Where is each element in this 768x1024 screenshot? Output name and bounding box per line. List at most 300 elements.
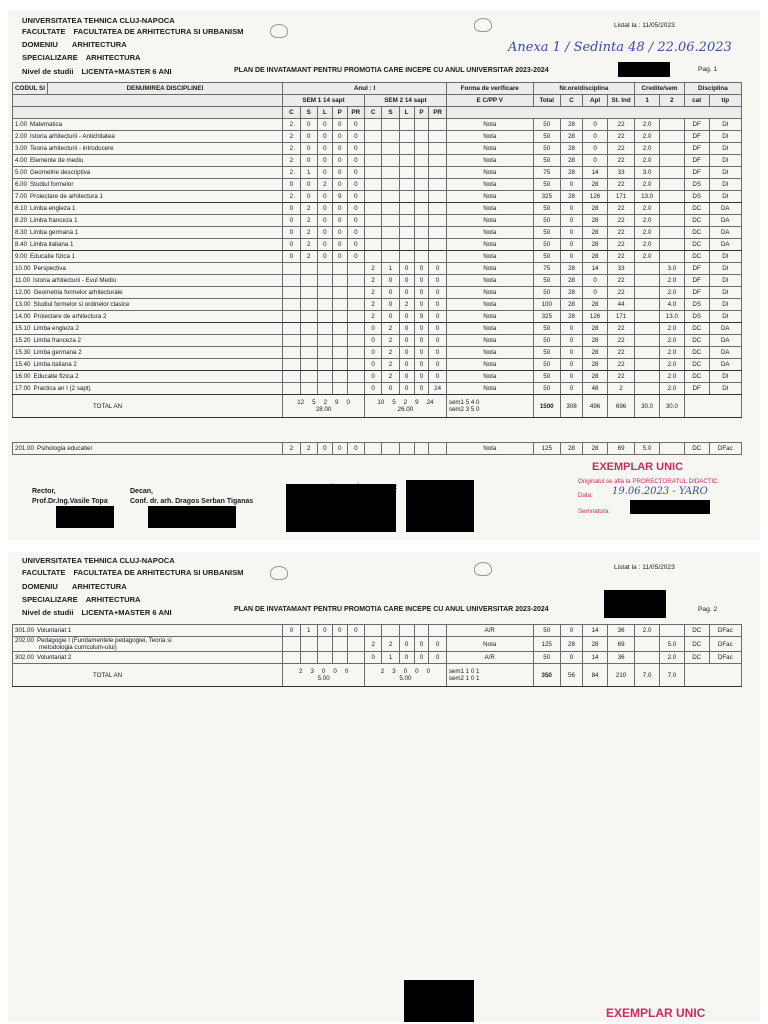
table-row — [13, 191, 742, 203]
discipline-category: DC — [684, 335, 709, 347]
discipline-type: DI — [709, 179, 741, 191]
sem1-value — [283, 652, 300, 664]
sem1-value — [300, 652, 317, 664]
row-code: 8.30 — [15, 229, 28, 236]
sem2-value: 0 — [399, 275, 414, 287]
discipline-category: DS — [684, 311, 709, 323]
hours-value: 28 — [560, 155, 582, 167]
sem1-value — [283, 383, 300, 395]
row-code-and-name — [13, 383, 283, 395]
discipline-category: DF — [684, 119, 709, 131]
sem2-value — [382, 215, 399, 227]
discipline-category: DF — [684, 143, 709, 155]
credits-sem2 — [660, 203, 685, 215]
sem1-value: 0 — [317, 203, 332, 215]
punch-hole-icon — [270, 24, 288, 38]
sem2-value — [414, 167, 429, 179]
row-name: Teoria arhitecturii - introducere — [30, 145, 114, 152]
sem2-value — [364, 167, 381, 179]
sem2-value: 0 — [399, 323, 414, 335]
sem1-value — [300, 299, 317, 311]
total-value: 3 — [310, 668, 314, 675]
hours-value: 0 — [560, 383, 582, 395]
discipline-type: DI — [709, 311, 741, 323]
sem1-value — [347, 383, 364, 395]
sem1-value — [317, 287, 332, 299]
hours-value: 22 — [607, 227, 634, 239]
sem1-value — [347, 323, 364, 335]
table-row — [13, 275, 742, 287]
table-row — [13, 625, 742, 637]
redaction-block — [630, 500, 710, 514]
total-value: 9 — [415, 399, 419, 406]
discipline-type: DI — [709, 251, 741, 263]
spacer — [13, 418, 742, 443]
sem2-value — [429, 239, 446, 251]
sem2-value — [364, 443, 381, 455]
sem1-value — [347, 275, 364, 287]
verification-form: Nota — [446, 443, 533, 455]
hours-value: 28 — [583, 323, 608, 335]
sem1-value — [347, 335, 364, 347]
sem2-value: 0 — [414, 359, 429, 371]
header-hours-col: Apl — [583, 95, 608, 107]
verification-form: A/R — [446, 652, 533, 664]
row-code-and-name — [13, 167, 283, 179]
total-credits-sem1: 30.0 — [635, 395, 660, 418]
sem2-value: 9 — [414, 311, 429, 323]
sem1-value: 0 — [332, 143, 347, 155]
sem1-value — [283, 275, 300, 287]
sem1-value: 0 — [332, 251, 347, 263]
credits-sem1 — [635, 383, 660, 395]
header-credits-col: 2 — [660, 95, 685, 107]
sem1-value: 0 — [347, 155, 364, 167]
total-value: 0 — [426, 668, 431, 675]
sem1-value: 2 — [283, 131, 300, 143]
row-code: 15.20 — [15, 337, 31, 344]
total-row — [13, 664, 742, 687]
header-sem-col: S — [382, 107, 399, 119]
spacer-row — [13, 418, 742, 443]
sem1-value — [283, 347, 300, 359]
sem1-value: 0 — [317, 239, 332, 251]
table-row — [13, 323, 742, 335]
row-code: 6.00 — [15, 181, 28, 188]
row-code-and-name — [13, 652, 283, 664]
total-hours-value: 308 — [560, 395, 582, 418]
discipline-type: DI — [709, 131, 741, 143]
header-verification-cols: E C/PP V — [446, 95, 533, 107]
sem1-value: 0 — [347, 203, 364, 215]
total-hours: 28.00 — [315, 406, 332, 413]
credits-sem2: 2.0 — [660, 275, 685, 287]
total-sem2-values — [367, 399, 444, 406]
sem1-value: 0 — [347, 167, 364, 179]
hours-value: 28 — [560, 119, 582, 131]
total-hours-value: 56 — [560, 664, 582, 687]
sem2-value — [382, 203, 399, 215]
sem1-value — [300, 287, 317, 299]
sem1-value — [300, 347, 317, 359]
sem1-value: 0 — [332, 239, 347, 251]
hours-value: 28 — [560, 191, 582, 203]
sem1-value: 2 — [300, 203, 317, 215]
sem2-value: 2 — [364, 287, 381, 299]
table-cell — [684, 395, 741, 418]
page-number: Pag. 1 — [698, 66, 718, 73]
hours-value: 0 — [560, 652, 582, 664]
sem1-value: 0 — [300, 143, 317, 155]
credits-sem1 — [635, 311, 660, 323]
discipline-type: DA — [709, 323, 741, 335]
sem2-value: 2 — [364, 299, 381, 311]
total-sem1-values — [285, 399, 362, 406]
sem1-value — [300, 359, 317, 371]
sem1-value — [332, 359, 347, 371]
hours-value: 22 — [607, 143, 634, 155]
verification-form: Nota — [446, 167, 533, 179]
sem2-value — [414, 119, 429, 131]
hours-value: 0 — [560, 179, 582, 191]
credits-sem2 — [660, 443, 685, 455]
hours-value: 22 — [607, 251, 634, 263]
sem1-value — [300, 383, 317, 395]
credits-sem1 — [635, 263, 660, 275]
sem1-value: 0 — [283, 239, 300, 251]
total-exam-counts — [446, 664, 533, 687]
discipline-type: DA — [709, 215, 741, 227]
hours-value: 22 — [607, 119, 634, 131]
sem2-value: 0 — [382, 383, 399, 395]
hours-value: 50 — [533, 131, 560, 143]
hours-value: 50 — [533, 323, 560, 335]
total-value: 10 — [377, 399, 385, 406]
hours-value: 2 — [607, 383, 634, 395]
sem2-value — [414, 143, 429, 155]
row-name: Studiul formelor — [30, 181, 74, 188]
sem2-value: 0 — [414, 347, 429, 359]
credits-sem2 — [660, 131, 685, 143]
discipline-category: DF — [684, 167, 709, 179]
hours-value: 50 — [533, 119, 560, 131]
sem1-value: 0 — [347, 143, 364, 155]
stamp-date-label: Data: — [578, 492, 593, 499]
credits-sem1: 2.0 — [635, 131, 660, 143]
total-sem1 — [283, 395, 365, 418]
sem2-value — [399, 203, 414, 215]
hours-value: 28 — [583, 251, 608, 263]
row-name: Limba italiana 1 — [30, 241, 74, 248]
header-discipline-col: tip — [709, 95, 741, 107]
table-row — [13, 299, 742, 311]
hours-value: 28 — [560, 131, 582, 143]
row-code-and-name — [13, 251, 283, 263]
sem2-value — [429, 191, 446, 203]
hours-value: 69 — [607, 443, 634, 455]
sem1-value: 0 — [347, 625, 364, 637]
sem2-value: 2 — [382, 347, 399, 359]
sem1-value — [317, 263, 332, 275]
hours-value: 28 — [583, 637, 608, 652]
sem2-value: 0 — [399, 287, 414, 299]
sem1-value: 0 — [317, 227, 332, 239]
sem1-value: 0 — [317, 625, 332, 637]
sem1-value: 0 — [300, 119, 317, 131]
total-exam-counts — [446, 395, 533, 418]
credits-sem2 — [660, 191, 685, 203]
row-code-and-name — [13, 263, 283, 275]
header-sem-col: C — [283, 107, 300, 119]
sem2-value — [365, 625, 382, 637]
hours-value: 50 — [533, 251, 560, 263]
row-name: Proiectare de arhitectura 2 — [33, 313, 107, 320]
sem2-value — [364, 227, 381, 239]
row-code-and-name — [13, 143, 283, 155]
sem1-value — [332, 347, 347, 359]
header-hours-col: C — [560, 95, 582, 107]
sem1-value — [317, 275, 332, 287]
total-label: TOTAL AN — [13, 664, 283, 687]
row-code-and-name — [13, 155, 283, 167]
header-credits: Credite/sem — [635, 83, 685, 95]
total-label: TOTAL AN — [13, 395, 283, 418]
document-page-1 — [8, 10, 760, 540]
table-row — [13, 383, 742, 395]
sem1-value — [332, 383, 347, 395]
row-code-and-name — [13, 275, 283, 287]
hours-value: 28 — [560, 167, 582, 179]
sem2-value: 0 — [399, 335, 414, 347]
discipline-type: DI — [709, 119, 741, 131]
credits-sem1: 2.0 — [635, 155, 660, 167]
total-hours-value: 84 — [583, 664, 608, 687]
hours-value: 50 — [533, 371, 560, 383]
hours-value: 28 — [583, 347, 608, 359]
hours-value: 0 — [560, 347, 582, 359]
hours-value: 14 — [583, 263, 608, 275]
hours-value: 28 — [583, 371, 608, 383]
sem2-value: 0 — [364, 359, 381, 371]
sem1-value — [317, 652, 332, 664]
discipline-type: DI — [709, 143, 741, 155]
hours-value: 28 — [560, 637, 582, 652]
discipline-category: DC — [684, 323, 709, 335]
hours-value: 50 — [533, 625, 560, 637]
credits-sem2 — [660, 119, 685, 131]
verification-form: Nota — [446, 227, 533, 239]
hours-value: 28 — [560, 443, 582, 455]
table-cell — [684, 664, 741, 687]
row-code-and-name — [13, 227, 283, 239]
total-value: 0 — [415, 668, 419, 675]
total-value: 12 — [297, 399, 305, 406]
total-hours: 5.00 — [399, 675, 412, 682]
sem2-value: 0 — [429, 652, 446, 664]
table-row — [13, 652, 742, 664]
hours-value: 44 — [607, 299, 634, 311]
total-sem2 — [364, 395, 446, 418]
row-name: Studiul formelor si ordinelor clasice — [33, 301, 130, 308]
discipline-category: DC — [684, 359, 709, 371]
row-code-and-name — [13, 119, 283, 131]
sem2-value — [382, 251, 399, 263]
sem1-value — [332, 637, 347, 652]
university-name: UNIVERSITATEA TEHNICA CLUJ-NAPOCA — [22, 16, 175, 25]
total-value: 0 — [403, 668, 408, 675]
discipline-type: DA — [709, 347, 741, 359]
hours-value: 22 — [607, 323, 634, 335]
discipline-type: DFac — [709, 443, 741, 455]
total-hours-value: 350 — [533, 664, 560, 687]
sem1-value: 0 — [332, 203, 347, 215]
table-row — [13, 443, 742, 455]
table-row — [13, 179, 742, 191]
sem2-value — [382, 239, 399, 251]
sem1-value — [300, 335, 317, 347]
hours-value: 28 — [560, 143, 582, 155]
credits-sem2: 13.0 — [660, 311, 685, 323]
sem2-value — [364, 179, 381, 191]
sem2-value: 0 — [414, 299, 429, 311]
hours-value: 50 — [533, 383, 560, 395]
total-sem2 — [365, 664, 447, 687]
sem2-value — [382, 443, 399, 455]
plan-title: PLAN DE INVATAMANT PENTRU PROMOTIA CARE INCEPE CU ANUL UNIVERSITAR 2023-2024 — [234, 606, 549, 613]
hours-value: 75 — [533, 263, 560, 275]
row-code: 8.10 — [15, 205, 28, 212]
discipline-type: DA — [709, 359, 741, 371]
hours-value: 50 — [533, 652, 560, 664]
row-code-and-name — [13, 287, 283, 299]
discipline-type: DI — [709, 263, 741, 275]
row-code: 1.00 — [15, 121, 28, 128]
hours-value: 28 — [583, 443, 608, 455]
hours-value: 33 — [607, 263, 634, 275]
sem1-value — [283, 299, 300, 311]
sem1-value — [283, 287, 300, 299]
redaction-block — [604, 590, 666, 618]
hours-value: 50 — [533, 359, 560, 371]
hours-value: 28 — [583, 335, 608, 347]
sem2-value — [414, 251, 429, 263]
verification-form: Nota — [446, 215, 533, 227]
row-code-and-name — [13, 443, 283, 455]
sem2-value — [429, 251, 446, 263]
hours-value: 171 — [607, 191, 634, 203]
sem1-value — [283, 311, 300, 323]
sem2-value: 0 — [399, 263, 414, 275]
credits-sem1: 2.0 — [635, 119, 660, 131]
sem1-value — [347, 347, 364, 359]
hours-value: 22 — [607, 215, 634, 227]
credits-sem1: 2.0 — [635, 239, 660, 251]
total-credits-sem2: 30.0 — [660, 395, 685, 418]
sem1-value: 0 — [332, 179, 347, 191]
listed-date: Listat la : 11/05/2023 — [614, 22, 675, 29]
hours-value: 22 — [607, 287, 634, 299]
total-sem1 — [283, 664, 365, 687]
header-spacer — [446, 107, 741, 119]
table-row — [13, 143, 742, 155]
sem2-value — [399, 179, 414, 191]
credits-sem1: 2.0 — [635, 203, 660, 215]
sem1-value — [317, 335, 332, 347]
sem2-value: 0 — [429, 347, 446, 359]
discipline-category: DF — [684, 263, 709, 275]
verification-form: Nota — [446, 637, 533, 652]
header-sem-col: PR — [347, 107, 364, 119]
discipline-category: DC — [684, 347, 709, 359]
row-code: 17.00 — [15, 385, 31, 392]
domain-row: DOMENIU ARHITECTURA — [22, 582, 127, 591]
sem1-value: 1 — [300, 167, 317, 179]
sem1-value: 2 — [283, 155, 300, 167]
credits-sem1 — [635, 359, 660, 371]
hours-value: 50 — [533, 143, 560, 155]
verification-form: Nota — [446, 359, 533, 371]
total-hours: 26.00 — [397, 406, 414, 413]
hours-value: 50 — [533, 179, 560, 191]
hours-value: 22 — [607, 179, 634, 191]
sem2-value: 0 — [382, 287, 399, 299]
table-row — [13, 371, 742, 383]
verification-form: Nota — [446, 203, 533, 215]
sem1-value — [283, 263, 300, 275]
total-sem2-exams: sem2 1 0 1 — [448, 675, 480, 682]
credits-sem2 — [660, 215, 685, 227]
punch-hole-icon — [474, 18, 492, 32]
hours-value: 171 — [607, 311, 634, 323]
total-hours-value: 210 — [607, 664, 634, 687]
hours-value: 28 — [583, 359, 608, 371]
sem2-value — [364, 215, 381, 227]
hours-value: 50 — [533, 215, 560, 227]
hours-value: 325 — [533, 311, 560, 323]
sem2-value — [429, 443, 446, 455]
discipline-category: DF — [684, 275, 709, 287]
hours-value: 50 — [533, 239, 560, 251]
sem2-value: 2 — [382, 371, 399, 383]
row-code-and-name — [13, 637, 283, 652]
sem2-value: 0 — [364, 383, 381, 395]
row-code: 302.00 — [15, 654, 34, 661]
row-code: 3.00 — [15, 145, 28, 152]
sem2-value: 0 — [399, 359, 414, 371]
header-credits-col: 1 — [635, 95, 660, 107]
sem1-value: 0 — [317, 215, 332, 227]
total-sem1-values — [285, 668, 362, 675]
credits-sem1 — [635, 275, 660, 287]
sem1-value — [332, 323, 347, 335]
header-sem-col: PR — [429, 107, 446, 119]
sem1-value — [317, 637, 332, 652]
row-name: Perspectiva — [33, 265, 66, 272]
sem2-value: 0 — [429, 335, 446, 347]
hours-value: 75 — [533, 167, 560, 179]
sem1-value — [317, 383, 332, 395]
credits-sem1 — [635, 335, 660, 347]
credits-sem2 — [660, 155, 685, 167]
sem2-value — [364, 143, 381, 155]
sem2-value — [382, 167, 399, 179]
sem2-value — [429, 155, 446, 167]
sem2-value — [429, 119, 446, 131]
hours-value: 28 — [583, 203, 608, 215]
hours-value: 69 — [607, 637, 634, 652]
table-row — [13, 167, 742, 179]
discipline-type: DA — [709, 203, 741, 215]
